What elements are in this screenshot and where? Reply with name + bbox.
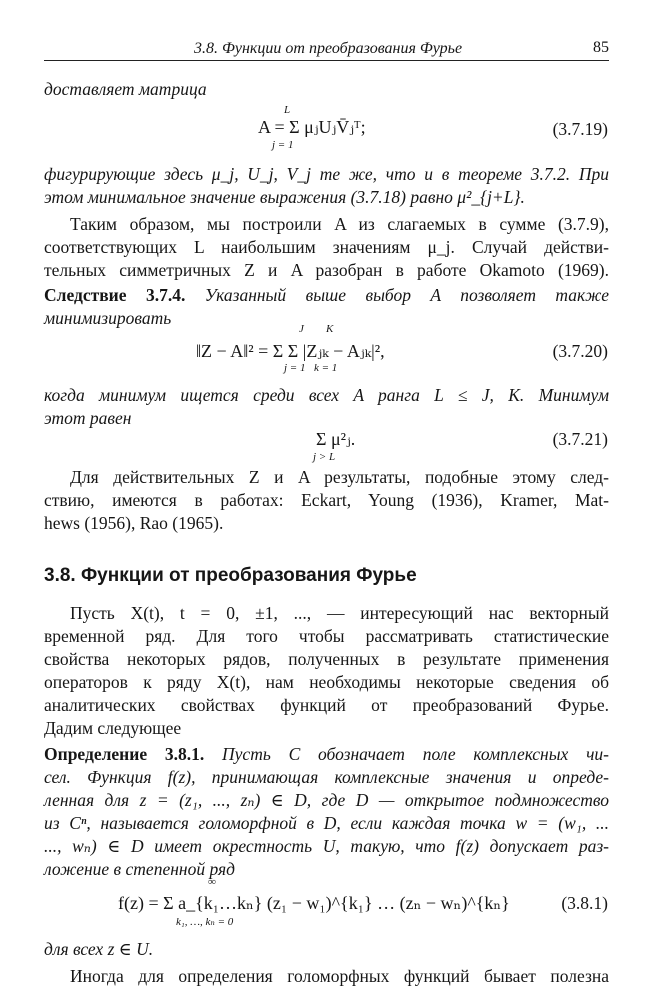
- paragraph-line: Иногда для определения голоморфных функций бывает полезна: [70, 966, 609, 986]
- paragraph-intro: доставляет матрица: [44, 79, 207, 99]
- running-head: [44, 38, 609, 61]
- equation-3-7-19-upper-limit: L: [284, 104, 291, 116]
- equation-3-7-20: ‖Z − A‖² = Σ Σ |Zⱼₖ − Aⱼₖ|²,: [196, 341, 385, 361]
- equation-3-7-20-upper-limit-j: J: [299, 323, 304, 335]
- corollary-text: Указанный выше выбор A позволяет также: [204, 285, 609, 305]
- paragraph-line: тельных симметричных Z и A разобран в работе Okamoto (1969).: [44, 260, 609, 280]
- equation-3-7-21: Σ μ²ⱼ.: [316, 429, 356, 449]
- paragraph-line: операторов к ряду X(t), нам необходимы некоторые сведения об: [44, 672, 609, 692]
- paragraph-line: минимизировать: [44, 308, 172, 328]
- equation-3-8-1-upper-limit: ∞: [208, 876, 216, 888]
- paragraph-line: временной ряд. Для того чтобы рассматривать статистические: [44, 626, 609, 646]
- paragraph-line: ленная для z = (z₁, ..., zₙ) ∈ D, где D — открытое подмножество: [44, 790, 609, 810]
- paragraph-line: сел. Функция f(z), принимающая комплексные значения и опреде-: [44, 767, 609, 787]
- paragraph-line: этом минимальное значение выражения (3.7.18) равно μ²_{j+L}.: [44, 187, 525, 207]
- paragraph-line: когда минимум ищется среди всех A ранга L ≤ J, K. Минимум: [44, 385, 609, 405]
- equation-3-7-20-upper-limit-k: K: [326, 323, 334, 335]
- paragraph-line: соответствующих L наибольшим значениям μ_j. Случай действи-: [44, 237, 609, 257]
- paragraph-line: ..., wₙ) ∈ D имеет окрестность U, такую, что f(z) допускает раз-: [44, 836, 609, 856]
- paragraph-line: Для действительных Z и A результаты, подобные этому след-: [70, 467, 609, 487]
- paragraph-line: Пусть X(t), t = 0, ±1, ..., — интересующий нас векторный: [70, 603, 609, 623]
- equation-number-3-7-19: (3.7.19): [552, 119, 608, 139]
- equation-number-3-7-21: (3.7.21): [552, 429, 608, 449]
- equation-3-7-20-lower-limit-k: k = 1: [314, 362, 338, 374]
- paragraph-line: для всех z ∈ U.: [44, 939, 154, 959]
- definition-text: Пусть C обозначает поле комплексных чи-: [222, 744, 610, 764]
- equation-3-8-1: f(z) = Σ a_{k₁…kₙ} (z₁ − w₁)^{k₁} … (zₙ − wₙ)^{kₙ}: [118, 893, 510, 913]
- equation-number-3-7-20: (3.7.20): [552, 341, 608, 361]
- paragraph-line: этот равен: [44, 408, 132, 428]
- page-number: 85: [593, 39, 609, 56]
- paragraph-line: Дадим следующее: [44, 718, 182, 738]
- equation-3-8-1-lower-limit: k₁, …, kₙ = 0: [176, 916, 234, 928]
- paragraph-line: аналитических свойствах функций от преобразований Фурье.: [44, 695, 609, 715]
- equation-3-7-19: A = Σ μⱼUⱼV̄ⱼᵀ;: [258, 117, 366, 137]
- paragraph-line: ложение в степенной ряд: [44, 859, 235, 879]
- equation-3-7-19-lower-limit: j = 1: [272, 139, 294, 151]
- equation-3-7-21-lower-limit: j > L: [313, 451, 336, 463]
- equation-3-7-20-lower-limit-j: j = 1: [284, 362, 306, 374]
- paragraph-line: из Cⁿ, называется голоморфной в D, если каждая точка w = (w₁, ...: [44, 813, 609, 833]
- equation-number-3-8-1: (3.8.1): [561, 893, 608, 913]
- section-heading: 3.8. Функции от преобразования Фурье: [44, 565, 417, 586]
- running-title: 3.8. Функции от преобразования Фурье: [194, 40, 463, 57]
- corollary-label: Следствие 3.7.4.: [44, 285, 186, 305]
- definition-line: [44, 743, 609, 766]
- corollary-line: [44, 284, 609, 307]
- definition-label: Определение 3.8.1.: [44, 744, 205, 764]
- paragraph-line: hews (1956), Rao (1965).: [44, 513, 224, 533]
- paragraph-line: ствию, имеются в работах: Eckart, Young (1936), Kramer, Mat-: [44, 490, 609, 510]
- paragraph-line: свойства некоторых рядов, полученных в результате применения: [44, 649, 609, 669]
- paragraph-line: фигурирующие здесь μ_j, U_j, V_j те же, что и в теореме 3.7.2. При: [44, 164, 609, 184]
- paragraph-line: Таким образом, мы построили A из слагаемых в сумме (3.7.9),: [70, 214, 609, 234]
